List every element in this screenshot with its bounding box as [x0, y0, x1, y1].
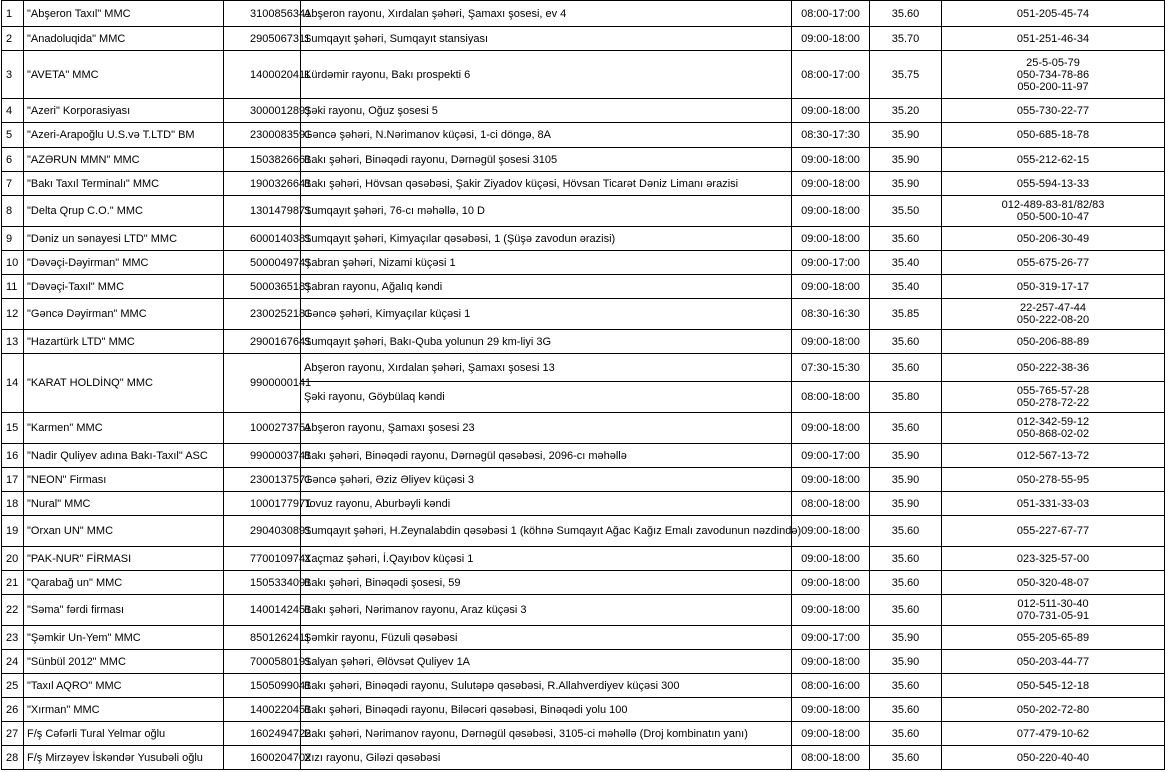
address: Abşeron rayonu, Xırdalan şəhəri, Şamaxı şosesi 13: [301, 354, 792, 382]
working-hours: 08:00-18:00: [792, 382, 870, 413]
phone-number: 055-675-26-77: [1016, 256, 1090, 269]
working-hours: 09:00-18:00: [792, 275, 870, 299]
price: 35.60: [870, 746, 942, 770]
tax-id: 1400220451: [224, 698, 301, 722]
company-name: "Gəncə Dəyirman" MMC: [24, 299, 224, 330]
phone-number: 055-205-65-89: [1016, 631, 1090, 644]
company-name: "Azeri-Arapoğlu U.S.və T.LTD" BM: [24, 123, 224, 148]
address: Bakı şəhəri, Binəqədi şosesi, 59: [301, 571, 792, 595]
price: 35.90: [870, 123, 942, 148]
company-name: "KARAT HOLDİNQ" MMC: [24, 354, 224, 413]
phone-cell: [942, 99, 1165, 123]
address: Bakı şəhəri, Nərimanov rayonu, Dərnəgül qəsəbəsi, 3105-ci məhəllə (Droj kombinatın yanı): [301, 722, 792, 746]
working-hours: 09:00-18:00: [792, 172, 870, 196]
tax-id: 9900003741: [224, 444, 301, 468]
phone-number: 050-685-18-78: [1016, 129, 1090, 141]
address: Şəmkir rayonu, Füzuli qəsəbəsi: [301, 626, 792, 650]
row-number: 11: [2, 275, 24, 299]
table-row: [2, 99, 1165, 123]
working-hours: 09:00-17:00: [792, 251, 870, 275]
address: Bakı şəhəri, Binəqədi rayonu, Dərnəgül şosesi 3105: [301, 148, 792, 172]
row-number: 18: [2, 492, 24, 516]
row-number: 12: [2, 299, 24, 330]
tax-id: 1400020411: [224, 51, 301, 99]
working-hours: 08:00-18:00: [792, 746, 870, 770]
price: 35.60: [870, 354, 942, 382]
phone-cell: [942, 172, 1165, 196]
row-number: 9: [2, 227, 24, 251]
phone-cell: [942, 123, 1165, 148]
table-row: [2, 626, 1165, 650]
phone-cell: [942, 275, 1165, 299]
phone-cell: [942, 27, 1165, 51]
table-row: [2, 251, 1165, 275]
address: Bakı şəhəri, Binəqədi rayonu, Dərnəgül qəsəbəsi, 2096-cı məhəllə: [301, 444, 792, 468]
company-name: "Delta Qrup C.O." MMC: [24, 196, 224, 227]
phone-cell: [942, 674, 1165, 698]
phone-cell: [942, 468, 1165, 492]
mill-price-table: [1, 0, 1165, 770]
tax-id: 8501262411: [224, 626, 301, 650]
row-number: 1: [2, 1, 24, 27]
company-name: "AVETA" MMC: [24, 51, 224, 99]
address: Bakı şəhəri, Binəqədi rayonu, Biləcəri qəsəbəsi, Binəqədi yolu 100: [301, 698, 792, 722]
table-row: [2, 172, 1165, 196]
price: 35.60: [870, 516, 942, 547]
row-number: 28: [2, 746, 24, 770]
price: 35.85: [870, 299, 942, 330]
address: Bakı şəhəri, Binəqədi rayonu, Sulutəpə qəsəbəsi, R.Allahverdiyev küçəsi 300: [301, 674, 792, 698]
company-name: F/ş Cəfərli Tural Yelmar oğlu: [24, 722, 224, 746]
working-hours: 09:00-18:00: [792, 330, 870, 354]
table-row: [2, 196, 1165, 227]
address: Abşeron rayonu, Şamaxı şosesi 23: [301, 413, 792, 444]
phone-number: 050-278-55-95: [1016, 473, 1090, 486]
row-number: 2: [2, 27, 24, 51]
working-hours: 09:00-17:00: [792, 444, 870, 468]
working-hours: 09:00-18:00: [792, 468, 870, 492]
tax-id: 3000012891: [224, 99, 301, 123]
company-name: "Xırman" MMC: [24, 698, 224, 722]
row-number: 19: [2, 516, 24, 547]
tax-id: 3100856341: [224, 1, 301, 27]
phone-number: 050-206-88-89: [1016, 335, 1090, 348]
tax-id: 2905067311: [224, 27, 301, 51]
address: Sumqayıt şəhəri, Kimyaçılar qəsəbəsi, 1 (Şüşə zavodun ərazisi): [301, 227, 792, 251]
address: Sumqayıt şəhəri, H.Zeynalabdin qəsəbəsi 1 (köhnə Sumqayıt Ağac Kağız Emalı zavodunun nəzdində): [301, 516, 792, 547]
price: 35.90: [870, 650, 942, 674]
tax-id: 1000273751: [224, 413, 301, 444]
table-row: [2, 650, 1165, 674]
tax-id: 1602494722: [224, 722, 301, 746]
address: Şəki rayonu, Göybülaq kəndi: [301, 382, 792, 413]
phone-cell: [942, 516, 1165, 547]
company-name: "Dəniz un sənayesi LTD" MMC: [24, 227, 224, 251]
table-row: [2, 148, 1165, 172]
working-hours: 09:00-18:00: [792, 516, 870, 547]
table-row: [2, 698, 1165, 722]
table-body: [2, 1, 1165, 770]
phone-cell: [942, 413, 1165, 444]
table-row: [2, 492, 1165, 516]
tax-id: 2900167641: [224, 330, 301, 354]
address: Abşeron rayonu, Xırdalan şəhəri, Şamaxı şosesi, ev 4: [301, 1, 792, 27]
price: 35.60: [870, 571, 942, 595]
working-hours: 09:00-18:00: [792, 413, 870, 444]
table-row: [2, 413, 1165, 444]
price: 35.60: [870, 330, 942, 354]
tax-id: 5000049741: [224, 251, 301, 275]
phone-number: 051-251-46-34: [1016, 32, 1090, 45]
company-name: "Orxan UN" MMC: [24, 516, 224, 547]
tax-id: 1600204702: [224, 746, 301, 770]
row-number: 20: [2, 547, 24, 571]
phone-cell: [942, 382, 1165, 413]
price: 35.60: [870, 547, 942, 571]
row-number: 24: [2, 650, 24, 674]
table-row: [2, 674, 1165, 698]
company-name: "Dəvəçi-Dəyirman" MMC: [24, 251, 224, 275]
price: 35.40: [870, 251, 942, 275]
row-number: 25: [2, 674, 24, 698]
table-row: [2, 571, 1165, 595]
address: Xaçmaz şəhəri, İ.Qayıbov küçəsi 1: [301, 547, 792, 571]
phone-number: 077-479-10-62: [1016, 727, 1090, 740]
price: 35.90: [870, 148, 942, 172]
phone-cell: [942, 148, 1165, 172]
phone-number: 012-511-30-40: [1017, 598, 1089, 610]
row-number: 3: [2, 51, 24, 99]
phone-number: 051-331-33-03: [1016, 497, 1090, 510]
working-hours: 08:30-16:30: [792, 299, 870, 330]
address: Gəncə şəhəri, Kimyaçılar küçəsi 1: [301, 299, 792, 330]
phone-number: 050-500-10-47: [1016, 211, 1090, 223]
address: Şabran rayonu, Ağalıq kəndi: [301, 275, 792, 299]
tax-id: 1503826661: [224, 148, 301, 172]
working-hours: 09:00-18:00: [792, 595, 870, 626]
phone-number: 023-325-57-00: [1016, 552, 1090, 565]
company-name: "Nural" MMC: [24, 492, 224, 516]
phone-number: 050-545-12-18: [1016, 679, 1090, 692]
phone-number: 050-868-02-02: [1016, 428, 1090, 440]
phone-cell: [942, 595, 1165, 626]
tax-id: 1400142451: [224, 595, 301, 626]
table-row: [2, 746, 1165, 770]
working-hours: 09:00-18:00: [792, 148, 870, 172]
phone-cell: [942, 626, 1165, 650]
price: 35.60: [870, 227, 942, 251]
company-name: "Səma" fərdi firması: [24, 595, 224, 626]
phone-cell: [942, 299, 1165, 330]
row-number: 14: [2, 354, 24, 413]
company-name: F/ş Mirzəyev İskəndər Yusubəli oğlu: [24, 746, 224, 770]
price: 35.90: [870, 492, 942, 516]
table-row: [2, 275, 1165, 299]
working-hours: 09:00-18:00: [792, 227, 870, 251]
address: Sumqayıt şəhəri, Sumqayıt stansiyası: [301, 27, 792, 51]
working-hours: 09:00-18:00: [792, 650, 870, 674]
phone-cell: [942, 571, 1165, 595]
company-name: "PAK-NUR" FİRMASI: [24, 547, 224, 571]
phone-number: 25-5-05-79: [1026, 56, 1080, 69]
phone-number: 050-202-72-80: [1016, 703, 1090, 716]
company-name: "NEON" Firması: [24, 468, 224, 492]
phone-cell: [942, 196, 1165, 227]
tax-id: 2300137571: [224, 468, 301, 492]
tax-id: 1000177971: [224, 492, 301, 516]
row-number: 17: [2, 468, 24, 492]
company-name: "Qarabağ un" MMC: [24, 571, 224, 595]
working-hours: 09:00-18:00: [792, 27, 870, 51]
price: 35.90: [870, 444, 942, 468]
company-name: "Karmen" MMC: [24, 413, 224, 444]
phone-cell: [942, 1, 1165, 27]
phone-number: 051-205-45-74: [1016, 7, 1090, 20]
phone-number: 050-200-11-97: [1017, 80, 1089, 93]
row-number: 22: [2, 595, 24, 626]
phone-cell: [942, 698, 1165, 722]
price: 35.70: [870, 27, 942, 51]
company-name: "Bakı Taxıl Terminalı" MMC: [24, 172, 224, 196]
table-row: [2, 444, 1165, 468]
price: 35.90: [870, 626, 942, 650]
tax-id: 1301479871: [224, 196, 301, 227]
table-row: [2, 330, 1165, 354]
price: 35.90: [870, 468, 942, 492]
tax-id: 7000580191: [224, 650, 301, 674]
company-name: "Şəmkir Un-Yem" MMC: [24, 626, 224, 650]
company-name: "Taxıl AQRO" MMC: [24, 674, 224, 698]
phone-number: 055-594-13-33: [1016, 177, 1090, 190]
working-hours: 09:00-18:00: [792, 99, 870, 123]
price: 35.60: [870, 413, 942, 444]
table-row: [2, 1, 1165, 27]
table-row: [2, 516, 1165, 547]
company-name: "Nadir Quliyev adına Bakı-Taxıl" ASC: [24, 444, 224, 468]
price: 35.50: [870, 196, 942, 227]
working-hours: 09:00-17:00: [792, 626, 870, 650]
row-number: 26: [2, 698, 24, 722]
row-number: 4: [2, 99, 24, 123]
phone-cell: [942, 547, 1165, 571]
address: Tovuz rayonu, Aburbəyli kəndi: [301, 492, 792, 516]
phone-cell: [942, 492, 1165, 516]
tax-id: 1505334091: [224, 571, 301, 595]
phone-number: 050-222-08-20: [1016, 314, 1090, 326]
company-name: "AZƏRUN MMN" MMC: [24, 148, 224, 172]
table-row: [2, 123, 1165, 148]
phone-number: 050-734-78-86: [1016, 68, 1090, 81]
tax-id: 7700109741: [224, 547, 301, 571]
working-hours: 08:00-16:00: [792, 674, 870, 698]
phone-cell: [942, 444, 1165, 468]
company-name: "Hazartürk LTD" MMC: [24, 330, 224, 354]
table-row: [2, 227, 1165, 251]
working-hours: 08:00-17:00: [792, 51, 870, 99]
tax-id: 1505099041: [224, 674, 301, 698]
phone-number: 012-567-13-72: [1016, 449, 1090, 462]
phone-number: 055-730-22-77: [1016, 104, 1090, 117]
row-number: 16: [2, 444, 24, 468]
phone-cell: [942, 251, 1165, 275]
phone-cell: [942, 51, 1165, 99]
address: Salyan şəhəri, Əlövsət Quliyev 1A: [301, 650, 792, 674]
address: Şabran şəhəri, Nizami küçəsi 1: [301, 251, 792, 275]
phone-number: 055-765-57-28: [1016, 385, 1090, 397]
phone-number: 070-731-05-91: [1016, 610, 1090, 622]
price: 35.60: [870, 674, 942, 698]
address: Gəncə şəhəri, Əziz Əliyev küçəsi 3: [301, 468, 792, 492]
table-row: [2, 595, 1165, 626]
working-hours: 09:00-18:00: [792, 547, 870, 571]
price: 35.60: [870, 595, 942, 626]
phone-cell: [942, 354, 1165, 382]
row-number: 6: [2, 148, 24, 172]
phone-number: 055-212-62-15: [1016, 153, 1090, 166]
table-row: [2, 51, 1165, 99]
phone-number: 22-257-47-44: [1019, 302, 1087, 314]
company-name: "Anadoluqida" MMC: [24, 27, 224, 51]
address: Gəncə şəhəri, N.Nərimanov küçəsi, 1-ci döngə, 8A: [301, 123, 792, 148]
address: Sumqayıt şəhəri, Bakı-Quba yolunun 29 km-liyi 3G: [301, 330, 792, 354]
phone-number: 050-222-38-36: [1016, 361, 1090, 374]
price: 35.75: [870, 51, 942, 99]
price: 35.90: [870, 172, 942, 196]
phone-number: 012-489-83-81/82/83: [1001, 199, 1105, 211]
phone-cell: [942, 227, 1165, 251]
tax-id: 6000140381: [224, 227, 301, 251]
row-number: 21: [2, 571, 24, 595]
row-number: 15: [2, 413, 24, 444]
phone-number: 050-206-30-49: [1016, 232, 1090, 245]
price: 35.60: [870, 722, 942, 746]
working-hours: 08:00-17:00: [792, 1, 870, 27]
tax-id: 5000365181: [224, 275, 301, 299]
address: Bakı şəhəri, Nərimanov rayonu, Araz küçəsi 3: [301, 595, 792, 626]
company-name: "Azeri" Korporasiyası: [24, 99, 224, 123]
row-number: 27: [2, 722, 24, 746]
row-number: 10: [2, 251, 24, 275]
table-row: [2, 27, 1165, 51]
tax-id: 9900000141: [224, 354, 301, 413]
price: 35.80: [870, 382, 942, 413]
phone-number: 055-227-67-77: [1016, 525, 1090, 537]
table-row: [2, 299, 1165, 330]
phone-number: 012-342-59-12: [1016, 416, 1090, 428]
company-name: "Dəvəçi-Taxıl" MMC: [24, 275, 224, 299]
price: 35.20: [870, 99, 942, 123]
table-row: [2, 468, 1165, 492]
price: 35.40: [870, 275, 942, 299]
working-hours: 09:00-18:00: [792, 571, 870, 595]
row-number: 7: [2, 172, 24, 196]
company-name: "Abşeron Taxıl" MMC: [24, 1, 224, 27]
address: Kürdəmir rayonu, Bakı prospekti 6: [301, 51, 792, 99]
working-hours: 07:30-15:30: [792, 354, 870, 382]
row-number: 13: [2, 330, 24, 354]
row-number: 23: [2, 626, 24, 650]
tax-id: 2300083591: [224, 123, 301, 148]
working-hours: 09:00-18:00: [792, 698, 870, 722]
address: Sumqayıt şəhəri, 76-cı məhəllə, 10 D: [301, 196, 792, 227]
working-hours: 08:00-18:00: [792, 492, 870, 516]
phone-cell: [942, 722, 1165, 746]
phone-cell: [942, 330, 1165, 354]
row-number: 5: [2, 123, 24, 148]
phone-number: 050-320-48-07: [1016, 576, 1090, 589]
working-hours: 09:00-18:00: [792, 722, 870, 746]
phone-number: 050-203-44-77: [1016, 655, 1090, 668]
tax-id: 2904030891: [224, 516, 301, 547]
address: Bakı şəhəri, Hövsan qəsəbəsi, Şakir Ziyadov küçəsi, Hövsan Ticarət Dəniz Limanı ərazisi: [301, 172, 792, 196]
tax-id: 1900326641: [224, 172, 301, 196]
phone-number: 050-278-72-22: [1016, 397, 1090, 409]
company-name: "Sünbül 2012" MMC: [24, 650, 224, 674]
phone-cell: [942, 746, 1165, 770]
working-hours: 09:00-18:00: [792, 196, 870, 227]
address: Xızı rayonu, Giləzi qəsəbəsi: [301, 746, 792, 770]
price: 35.60: [870, 1, 942, 27]
table-row: [2, 722, 1165, 746]
table-row: [2, 547, 1165, 571]
row-number: 8: [2, 196, 24, 227]
phone-cell: [942, 650, 1165, 674]
price: 35.60: [870, 698, 942, 722]
phone-number: 050-220-40-40: [1016, 751, 1090, 764]
working-hours: 08:30-17:30: [792, 123, 870, 148]
table-row: [2, 354, 1165, 382]
address: Şəki rayonu, Oğuz şosesi 5: [301, 99, 792, 123]
tax-id: 2300252181: [224, 299, 301, 330]
phone-number: 050-319-17-17: [1016, 280, 1090, 293]
